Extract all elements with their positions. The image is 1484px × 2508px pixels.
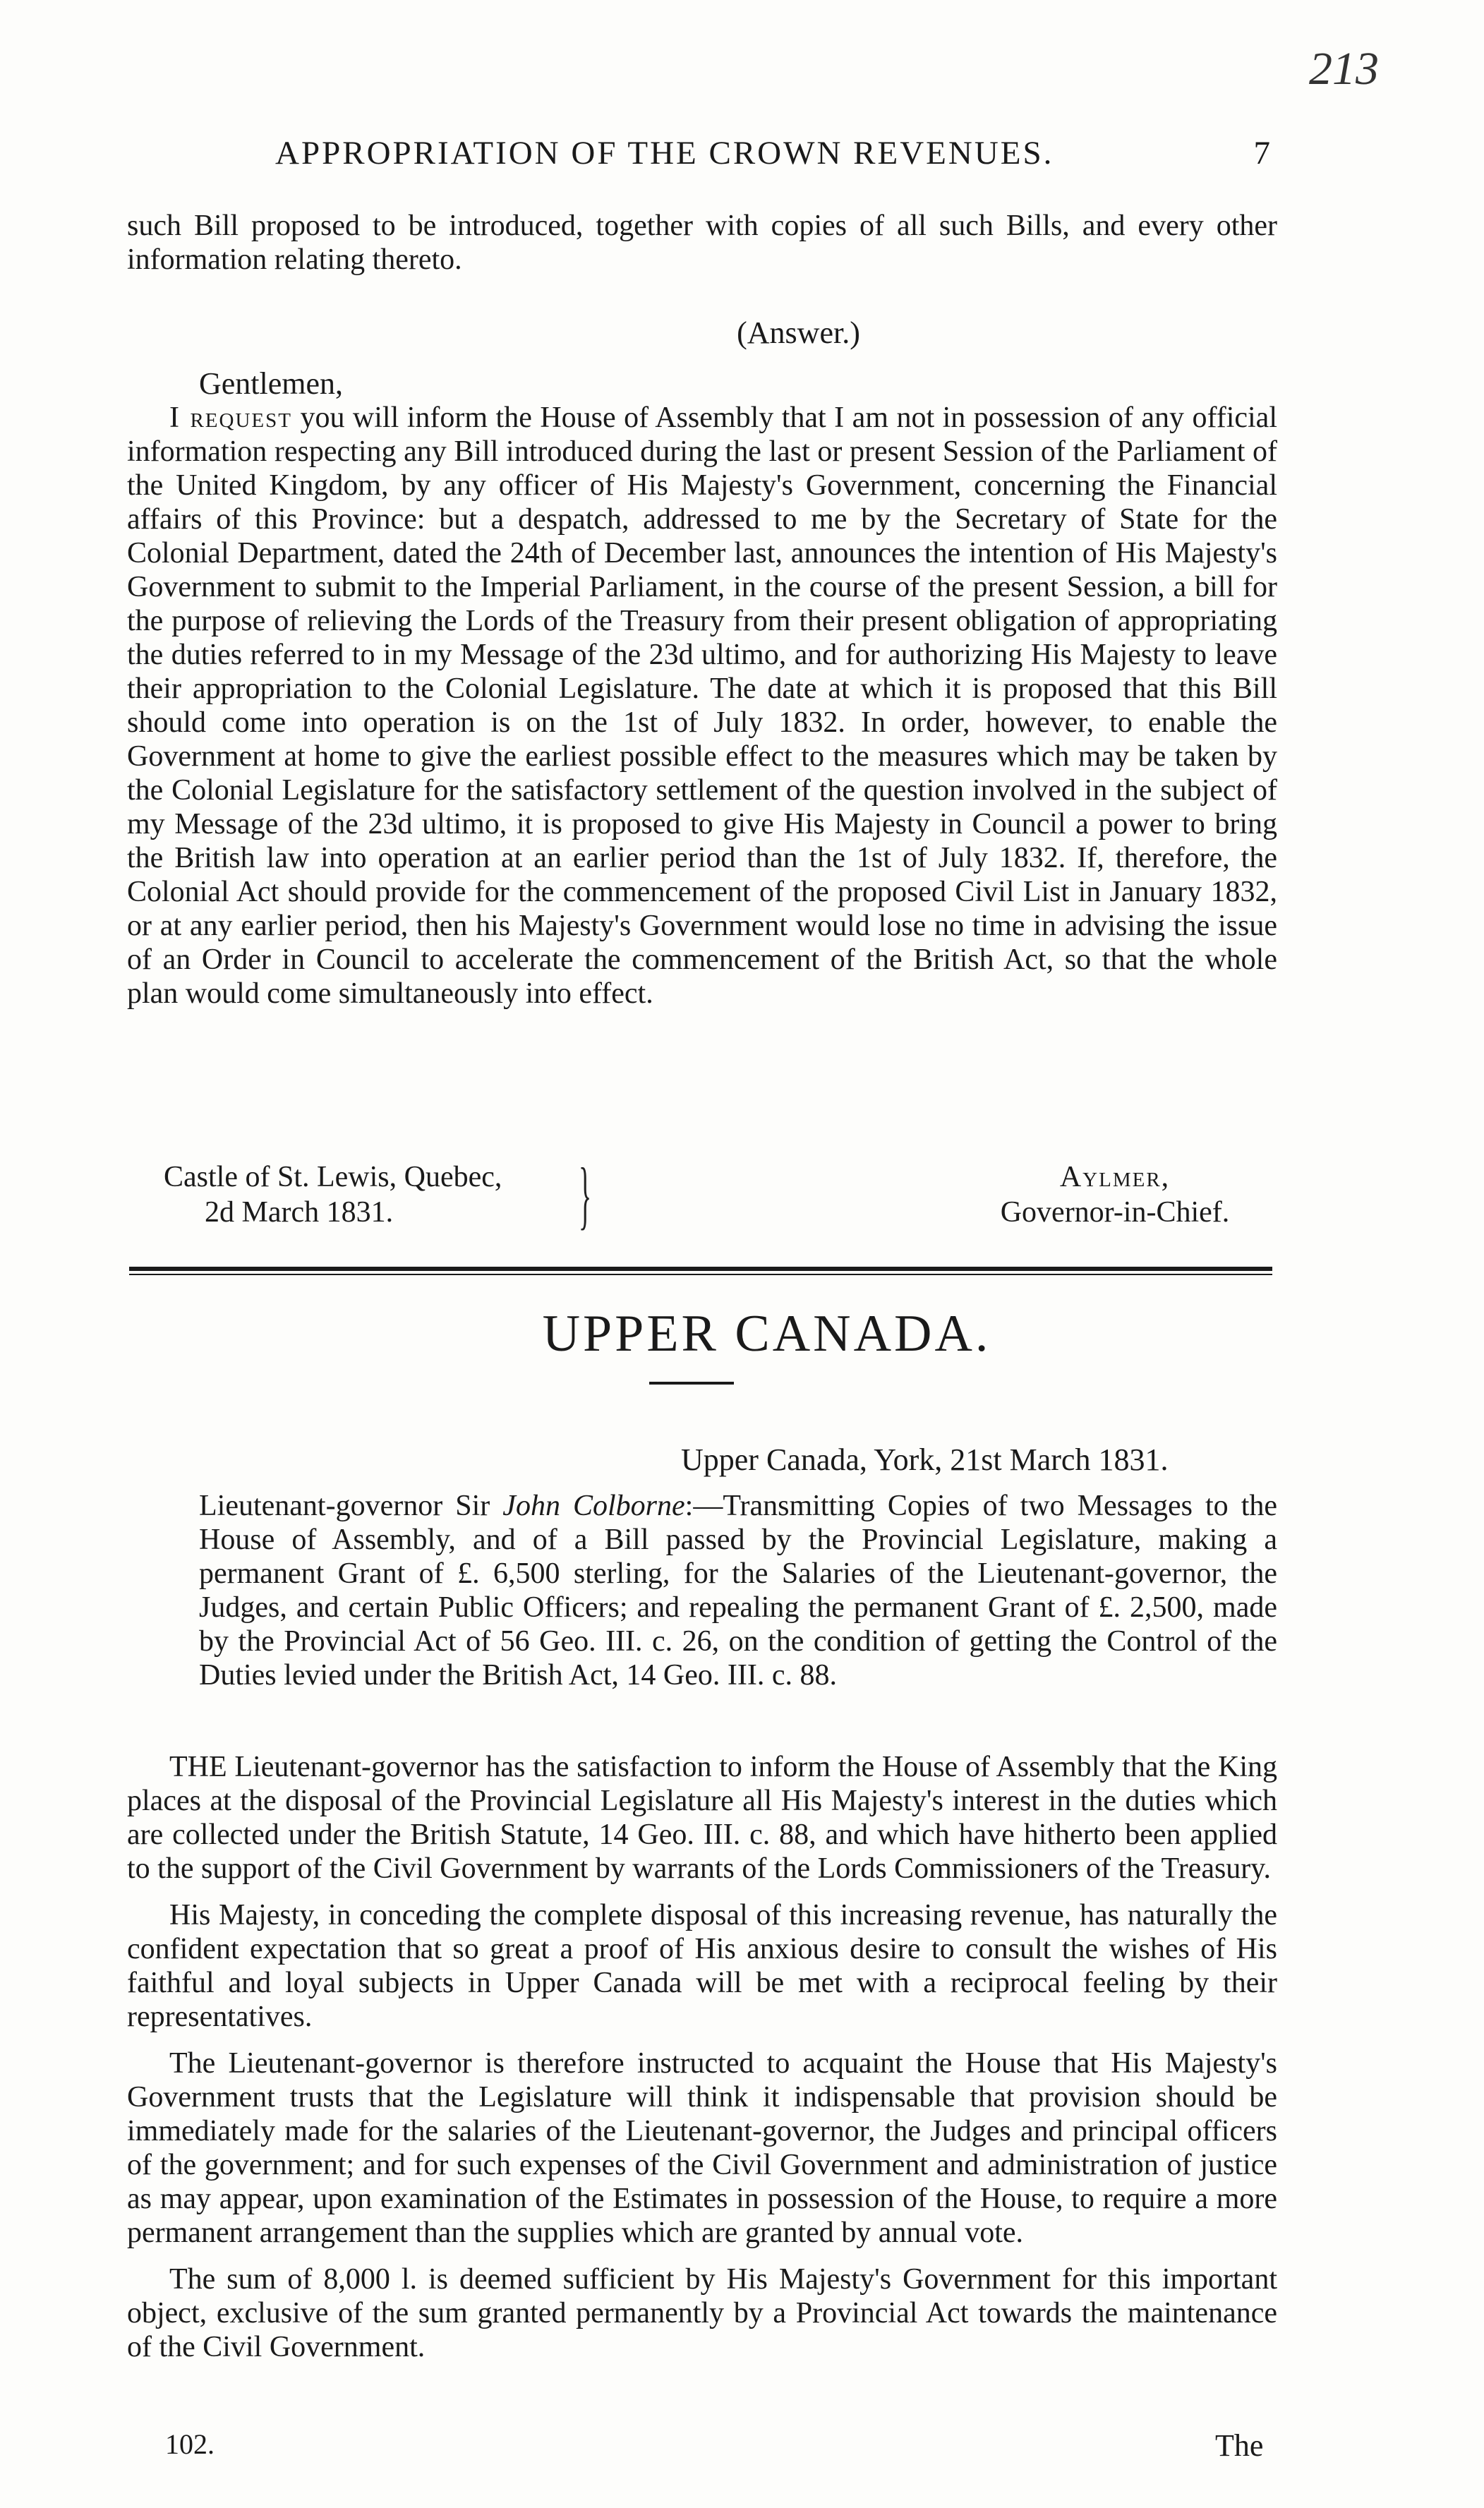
handwritten-folio-number: 213: [1309, 43, 1379, 95]
answer-first-word: I request: [169, 402, 292, 434]
message-paragraph-1: THE Lieutenant-governor has the satisfaction to inform the House of Assembly that the King places at the disposal of the Provincial Legislature all His Majesty's interest in the duties which are collected under the British Statute, 14 Geo. III. c. 88, and which have hitherto been applied to the support of the Civil Government by warrants of the Lords Commissioners of the Treasury.: [127, 1751, 1277, 1885]
signature-block: [960, 1159, 1270, 1230]
message-paragraph-4: The sum of 8,000 l. is deemed sufficient by His Majesty's Government for this important object, exclusive of the sum granted permanently by a Provincial Act towards the maintenance of the Civil Government.: [127, 2263, 1277, 2363]
brace-glyph: }: [579, 1153, 592, 1237]
summary-block: [199, 1489, 1277, 1692]
signature-date: 2d March 1831.: [205, 1196, 394, 1229]
answer-heading: (Answer.): [737, 315, 860, 350]
signature-place: Castle of St. Lewis, Quebec,: [164, 1161, 502, 1193]
page-number: 7: [1253, 135, 1270, 171]
salutation: Gentlemen,: [199, 366, 344, 401]
signature-title: Governor-in-Chief.: [1000, 1196, 1230, 1229]
section-title-rule: [649, 1382, 734, 1385]
running-title: APPROPRIATION OF THE CROWN REVENUES.: [275, 135, 1054, 171]
catchword: The: [1215, 2428, 1264, 2463]
running-header: [127, 134, 1270, 183]
message-paragraph-3: The Lieutenant-governor is therefore instructed to acquaint the House that His Majesty's Government trusts that the Legislature will think it indispensable that provision should be immediately made for the salaries of the Lieutenant-governor, the Judges and principal officers of the government; and for such expenses of the Civil Government and administration of justice as may appear, upon examination of the Estimates in possession of the House, to require a more permanent arrangement than the supplies which are granted by annual vote.: [127, 2047, 1277, 2249]
message-body: [127, 1750, 1277, 2364]
section-rule-thick: [129, 1267, 1272, 1271]
continuation-text: [127, 209, 1277, 277]
section-title: UPPER CANADA.: [542, 1305, 991, 1363]
section-rule-thin: [129, 1274, 1272, 1275]
answer-body: [127, 401, 1277, 1011]
summary-paragraph: [199, 1489, 1277, 1692]
continuation-paragraph: such Bill proposed to be introduced, together with copies of all such Bills, and every other information relating thereto.: [127, 210, 1277, 276]
printer-signature-mark: 102.: [165, 2428, 215, 2460]
dateline: Upper Canada, York, 21st March 1831.: [681, 1442, 1169, 1477]
signature-name: Aylmer,: [1059, 1161, 1171, 1193]
summary-prefix: Lieutenant-governor Sir: [199, 1490, 503, 1522]
message-paragraph-2: His Majesty, in conceding the complete disposal of this increasing revenue, has naturally the confident expectation that so great a proof of His anxious desire to consult the wishes of His faithful and loyal subjects in Upper Canada will be met with a reciprocal feeling by their representatives.: [127, 1899, 1277, 2033]
answer-text: you will inform the House of Assembly that I am not in possession of any official information respecting any Bill introduced during the last or present Session of the Parliament of the United Kingdom, by any officer of His Majesty's Government, concerning the Financial affairs of this Province: but a despatch, addressed to me by the Secretary of State for the Colonial Department, dated the 24th of December last, announces the intention of His Majesty's Government to submit to the Imperial Parliament, in the course of the present Session, a bill for the purpose of relieving the Lords of the Treasury from their present obligation of appropriating the duties referred to in my Message of the 23d ultimo, and for authorizing His Majesty to leave their appropriation to the Colonial Legislature. The date at which it is proposed that this Bill should come into operation is on the 1st of July 1832. In order, however, to enable the Government at home to give the earliest possible effect to the measures which may be taken by the Colonial Legislature for the satisfactory settlement of the question involved in the subject of my Message of the 23d ultimo, it is proposed to give His Majesty in Council a power to bring the British law into operation at an earlier period than the 1st of July 1832. If, therefore, the Colonial Act should provide for the commencement of the proposed Civil List in January 1832, or at any earlier period, then his Majesty's Government would lose no time in advising the issue of an Order in Council to accelerate the commencement of the British Act, so that the whole plan would come simultaneously into effect.: [127, 402, 1277, 1010]
answer-paragraph: [127, 401, 1277, 1011]
summary-name: John Colborne: [502, 1490, 685, 1522]
signature-place-date: [164, 1159, 502, 1230]
summary-text: :—Transmitting Copies of two Messages to the House of Assembly, and of a Bill passed by the Provincial Legislature, making a permanent Grant of £. 6,500 sterling, for the Salaries of the Lieutenant-governor, the Judges, and certain Public Officers; and repealing the permanent Grant of £. 2,500, made by the Provincial Act of 56 Geo. III. c. 26, on the condition of getting the Control of the Duties levied under the British Act, 14 Geo. III. c. 88.: [199, 1490, 1278, 1692]
